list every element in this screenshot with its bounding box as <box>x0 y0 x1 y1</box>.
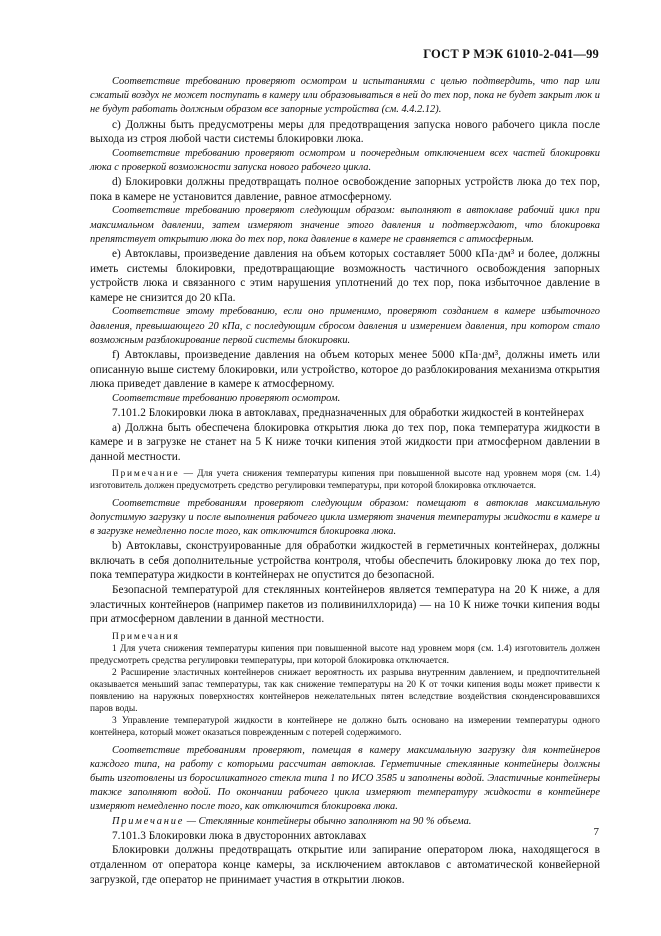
requirement-b: b) Автоклавы, сконструированные для обработки жидкостей в герметичных контейнерах, должны включать в себя дополнительные устройства контроля, чтобы обеспечить блокировку люка до тех пор, пока температура жидкости в контейнерах не опустится до безопасной. <box>90 540 600 582</box>
note-1: 1 Для учета снижения температуры кипения при повышенной высоте над уровнем моря (см. 1.4) изготовитель должен предусмотреть средства регулировки температуры, при которой блокировка отключается. <box>90 643 600 666</box>
compliance-text: Соответствие требованиям проверяют, помещая в камеру максимальную загрузку для контейнеров каждого типа, на работу с которыми рассчитан автоклав. Герметичные стеклянные контейнеры должны быть изготовлены из боросиликатного стекла типа 1 по ИСО 3585 и заполнены водой. Эластичные контейнеры также заполняют водой. По окончании рабочего цикла измеряют температуру жидкости в контейнере измеряют немедленно после того, как отключится блокировка люка. <box>90 744 600 813</box>
compliance-text: Соответствие требованиям проверяют следующим образом: помещают в автоклав максимальную допустимую загрузку и после выполнения рабочего цикла измеряют значения температуры жидкости в камере и в загрузке немедленно после того, как отключится блокировка люка. <box>90 497 600 537</box>
body-text <box>90 75 600 887</box>
note-paragraph <box>90 468 600 492</box>
note-text: — Для учета снижения температуры кипения при повышенной высоте над уровнем моря (см. 1.4) изготовитель должен предусмотреть средство регулировки температуры, при которой блокировка отключается. <box>90 469 600 492</box>
note-label: Примечание <box>112 815 185 827</box>
section-7-101-2: 7.101.2 Блокировки люка в автоклавах, предназначенных для обработки жидкостей в контейнерах <box>112 406 585 419</box>
note-3: 3 Управление температурой жидкости в контейнере не должно быть основано на измерении температуры одного контейнера, который может оказаться поврежденным с потерей содержимого. <box>90 716 600 739</box>
safe-temperature-text: Безопасной температурой для стеклянных контейнеров является температура на 20 К ниже, а для эластичных контейнеров (например пакетов из поливинилхлорида) — на 10 К ниже точки кипения воды при атмосферном давлении в данной местности. <box>90 583 600 626</box>
section-7-101-3: 7.101.3 Блокировки люка в двусторонних автоклавах <box>112 829 367 842</box>
compliance-text: Соответствие требованию проверяют осмотром. <box>112 392 341 404</box>
italic-note <box>90 815 600 829</box>
compliance-text: Соответствие требованию проверяют следующим образом: выполняют в автоклаве рабочий цикл при максимальном давлении, затем измеряют значение этого давления и подтверждают, что блокировка препятствует открытию люка до тех пор, пока давление в камере не сравняется с атмосферным. <box>90 205 600 245</box>
page-number: 7 <box>593 826 599 838</box>
note-text: — Стеклянные контейнеры обычно заполняют на 90 % объема. <box>186 815 472 827</box>
requirement-f: f) Автоклавы, произведение давления на объем которых менее 5000 кПа·дм³, должны иметь или описанную выше систему блокировки, или устройство, которое до разблокирования механизма открытия люка приведет давление в камере к атмосферному. <box>90 348 600 391</box>
compliance-text: Соответствие этому требованию, если оно применимо, проверяют созданием в камере избыточного давления, превышающего 20 кПа, с последующим сбросом давления и измерением давления, при котором стало возможным разблокирование первой системы блокировки. <box>90 306 600 346</box>
compliance-text: Соответствие требованию проверяют осмотром и поочередным отключением всех частей блокировки люка с проверкой возможности запуска нового рабочего цикла. <box>90 147 600 173</box>
double-ended-text: Блокировки должны предотвращать открытие или запирание оператором люка, находящегося в отдаленном от оператора конце камеры, за исключением автоклавов с автоматической конвейерной загрузкой, где оператор не принимает участия в открытии люков. <box>90 844 600 886</box>
compliance-text: Соответствие требованию проверяют осмотром и испытаниями с целью подтвердить, что пар или сжатый воздух не может поступать в камеру или образовываться в ней до тех пор, пока не будет закрыт люк и не будут работать должным образом все запорные устройства (см. 4.4.2.12). <box>90 76 600 116</box>
note-label: Примечание <box>112 469 180 480</box>
notes-heading: Примечания <box>112 631 180 642</box>
requirement-d: d) Блокировки должны предотвращать полное освобождение запорных устройств люка до тех пор, пока в камере не установится давление, равное атмосферному. <box>90 176 600 203</box>
standard-header: ГОСТ Р МЭК 61010-2-041—99 <box>423 47 599 61</box>
requirement-a: а) Должна быть обеспечена блокировка открытия люка до тех пор, пока температура жидкости в камере и в загрузке не станет на 5 К ниже точки кипения этой жидкости при атмосферном давлении в данной местности. <box>90 421 600 463</box>
requirement-c: с) Должны быть предусмотрены меры для предотвращения запуска нового рабочего цикла после выхода из строя любой части системы блокировки люка. <box>90 118 600 146</box>
note-2: 2 Расширение эластичных контейнеров снижает вероятность их разрыва внутренним давлением, и предпочтительней оказывается меньший запас температуры, так как снижение температуры на 20 К от точки кипения воды может привести к появлению на наружных поверхностях контейнеров нежелательных пятен вследствие воздействия сконденсировавшихся паров воды. <box>90 667 600 715</box>
requirement-e: е) Автоклавы, произведение давления на объем которых составляет 5000 кПа·дм³ и более, должны иметь системы блокировки, предотвращающие возможность частичного освобождения запорных устройств люка и связанного с этим нарушения уплотнений до тех пор, пока избыточное давление в камере не снизится до 20 кПа. <box>90 248 600 304</box>
